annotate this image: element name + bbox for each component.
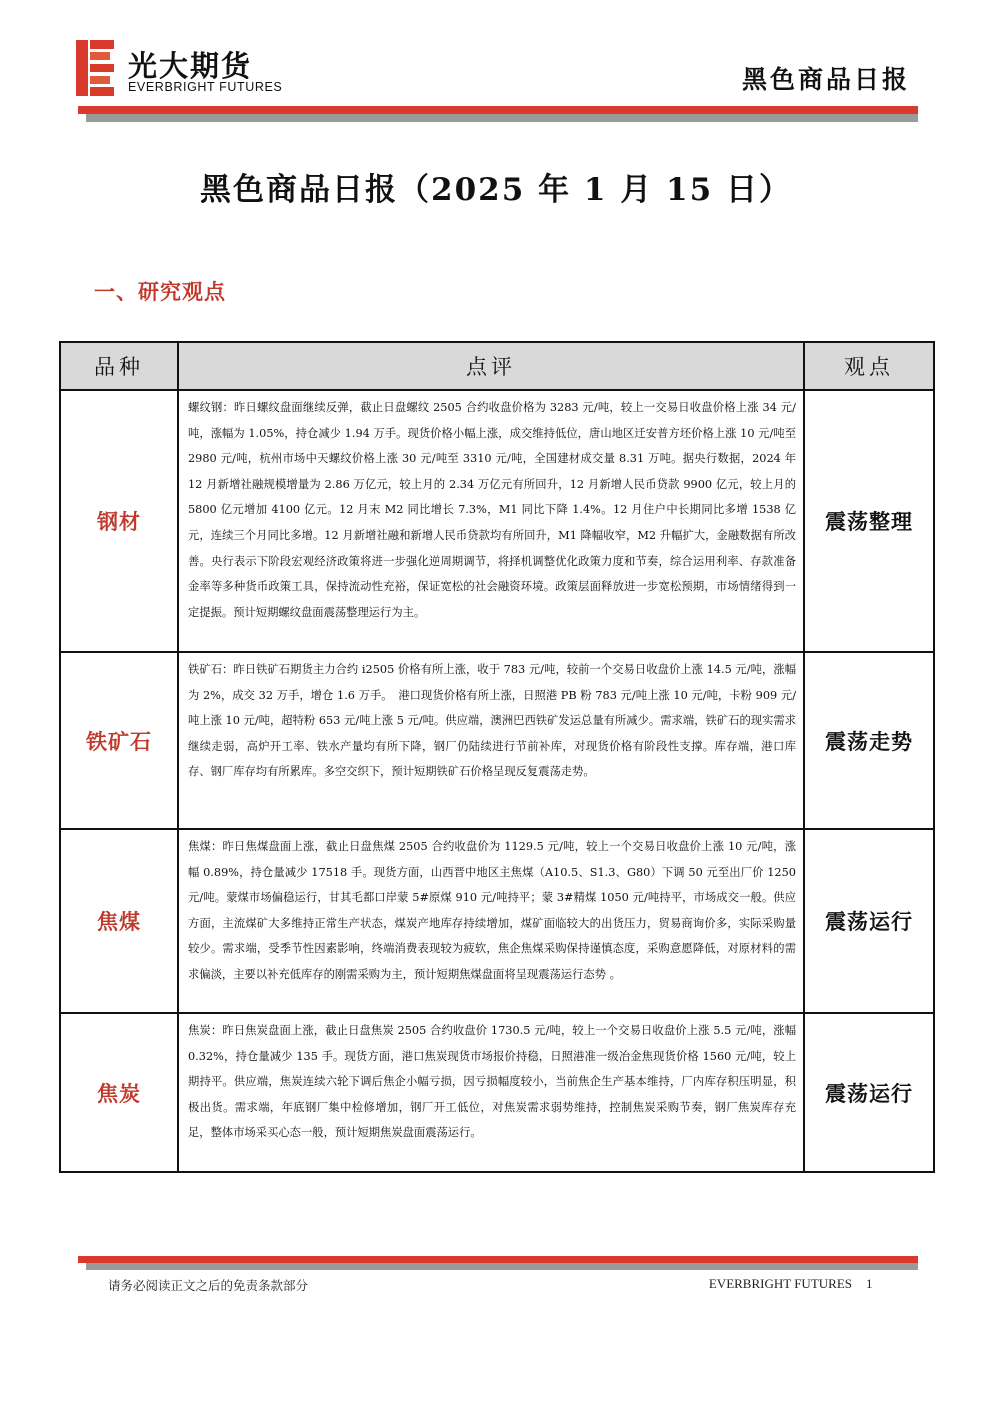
header-report-name: 黑色商品日报	[741, 65, 910, 94]
everbright-logo-icon	[76, 40, 114, 96]
comment-cell: 焦炭：昨日焦炭盘面上涨，截止日盘焦炭 2505 合约收盘价 1730.5 元/吨，较上一个交易日收盘价上涨 5.5 元/吨，涨幅 0.32%，持仓量减少 135 手。现货方面，港口焦炭现货市场报价持稳，日照港准一级冶金焦现货价格 1560 元/吨，较上期持平。供应端，焦炭连续六轮下调后焦企小幅亏损，因亏损幅度较小，当前焦企生产基本维持，厂内库存积压明显，积极出货。需求端，年底钢厂集中检修增加，钢厂开工低位，对焦炭需求弱势维持，控制焦炭采购节奏，钢厂焦炭库存充足，整体市场采买心态一般，预计短期焦炭盘面震荡运行。	[178, 1013, 804, 1172]
product-cell: 钢材	[60, 390, 178, 652]
comment-cell: 焦煤：昨日焦煤盘面上涨，截止日盘焦煤 2505 合约收盘价为 1129.5 元/吨，较上一个交易日收盘价上涨 10 元/吨，涨幅 0.89%，持仓量减少 17518 手。现货方面，山西晋中地区主焦煤（A10.5、S1.3、G80）下调 50 元至出厂价 1250 元/吨。蒙煤市场偏稳运行，甘其毛都口岸蒙 5#原煤 910 元/吨持平；蒙 3#精煤 1050 元/吨持平，市场成交一般。供应方面，主流煤矿大多维持正常生产状态，煤炭产地库存持续增加，煤矿面临较大的出货压力，贸易商询价多，实际采购量较少。需求端，受季节性因素影响，终端消费表现较为疲软，焦企焦煤采购保持谨慎态度，采购意愿降低，对原材料的需求偏淡，主要以补充低库存的刚需采购为主，预计短期焦煤盘面将呈现震荡运行态势 。	[178, 829, 804, 1013]
document-title: 黑色商品日报（2025 年 1 月 15 日）	[200, 172, 792, 208]
footer-divider	[78, 1256, 918, 1270]
table-row	[60, 652, 934, 829]
comment-cell: 螺纹钢：昨日螺纹盘面继续反弹，截止日盘螺纹 2505 合约收盘价格为 3283 元/吨，较上一交易日收盘价格上涨 34 元/吨，涨幅为 1.05%，持仓减少 1.94 万手。现货价格小幅上涨，成交维持低位，唐山地区迁安普方坯价格上涨 10 元/吨至 2980 元/吨，杭州市场中天螺纹价格上涨 30 元/吨至 3310 元/吨，全国建材成交量 8.31 万吨。据央行数据，2024 年 12 月新增社融规模增量为 2.86 万亿元，较上月的 2.34 万亿元有所回升，12 月新增人民币贷款 9900 亿元，较上月的 5800 亿元增加 4100 亿元。12 月末 M2 同比增长 7.3%，M1 同比下降 1.4%。12 月住户中长期同比多增 1538 亿元，连续三个月同比多增。12 月新增社融和新增人民币贷款均有所回升，M1 降幅收窄，M2 升幅扩大，金融数据有所改善。央行表示下阶段宏观经济政策将进一步强化逆周期调节，将择机调整优化政策力度和节奏，综合运用利率、存款准备金率等多种货币政策工具，保持流动性充裕，保证宽松的社会融资环境。政策层面释放进一步宽松预期，市场情绪得到一定提振。预计短期螺纹盘面震荡整理运行为主。	[178, 390, 804, 652]
column-header-product: 品种	[60, 342, 178, 390]
product-cell: 焦煤	[60, 829, 178, 1013]
table-row	[60, 390, 934, 652]
comment-cell: 铁矿石：昨日铁矿石期货主力合约 i2505 价格有所上涨，收于 783 元/吨，较前一个交易日收盘价上涨 14.5 元/吨，涨幅为 2%，成交 32 万手，增仓 1.6 万手。 港口现货价格有所上涨，日照港 PB 粉 783 元/吨上涨 10 元/吨，卡粉 909 元/吨上涨 10 元/吨，超特粉 653 元/吨上涨 5 元/吨。供应端，澳洲巴西铁矿发运总量有所减少。需求端，铁矿石的现实需求继续走弱，高炉开工率、铁水产量均有所下降，钢厂仍陆续进行节前补库，对现货价格有阶段性支撑。库存端，港口库存、钢厂库存均有所累库。多空交织下，预计短期铁矿石价格呈现反复震荡走势。	[178, 652, 804, 829]
view-cell: 震荡走势	[804, 652, 934, 829]
view-cell: 震荡运行	[804, 829, 934, 1013]
column-header-view: 观点	[804, 342, 934, 390]
table-header-row	[60, 342, 934, 390]
view-cell: 震荡运行	[804, 1013, 934, 1172]
research-view-table	[59, 341, 935, 1173]
product-cell: 铁矿石	[60, 652, 178, 829]
company-logo	[76, 40, 336, 100]
header-divider	[78, 106, 918, 122]
logo-english-name: EVERBRIGHT FUTURES	[128, 80, 283, 94]
logo-chinese-name: 光大期货	[128, 49, 253, 83]
footer-disclaimer: 请务必阅读正文之后的免责条款部分	[108, 1278, 309, 1293]
column-header-comment: 点评	[178, 342, 804, 390]
page-number: 1	[866, 1276, 873, 1291]
product-cell: 焦炭	[60, 1013, 178, 1172]
page-header	[0, 0, 992, 130]
footer-brand: EVERBRIGHT FUTURES	[708, 1276, 852, 1291]
view-cell: 震荡整理	[804, 390, 934, 652]
section-heading: 一、研究观点	[94, 279, 226, 304]
table-row	[60, 1013, 934, 1172]
table-row	[60, 829, 934, 1013]
